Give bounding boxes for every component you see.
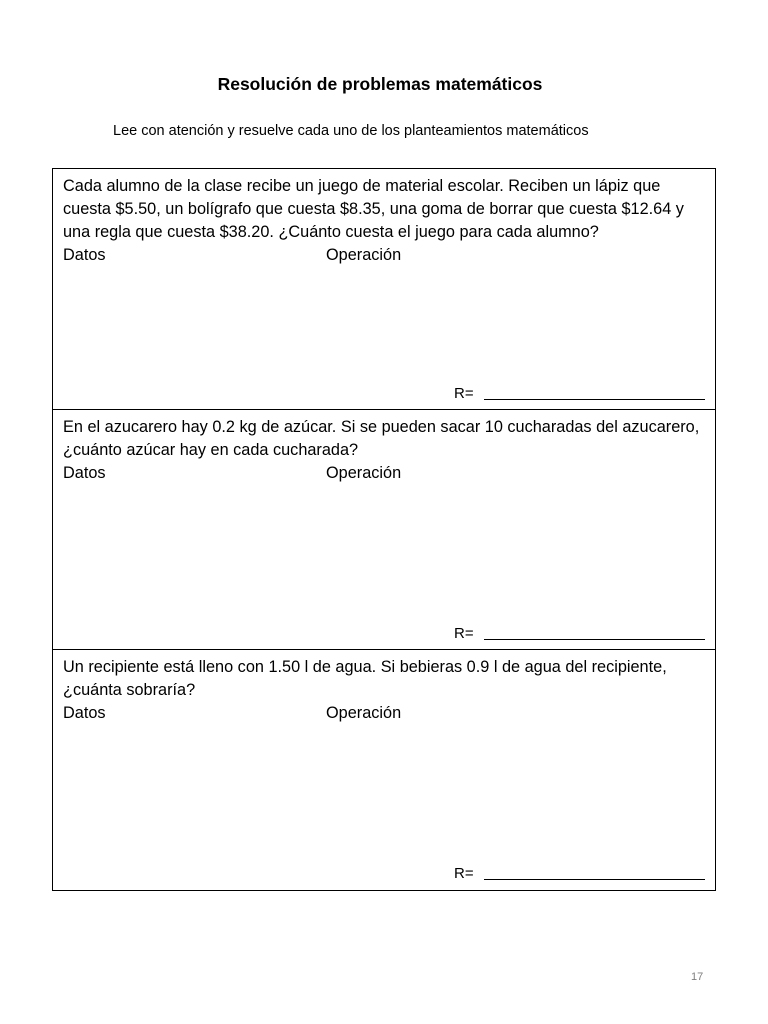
problem-1	[53, 169, 715, 409]
problem-2-datos-label: Datos	[63, 464, 106, 482]
problem-3-datos-label: Datos	[63, 704, 106, 722]
problem-2	[53, 409, 715, 649]
problem-2-statement: En el azucarero hay 0.2 kg de azúcar. Si se pueden sacar 10 cucharadas del azucarero, ¿cuánto azúcar hay en cada cucharada?	[63, 418, 700, 459]
problem-3-answer-label: R=	[454, 865, 474, 882]
problem-2-answer-line[interactable]	[484, 623, 705, 640]
problem-1-datos-label: Datos	[63, 246, 106, 264]
problem-2-answer-row	[454, 623, 705, 645]
instructions-text: Lee con atención y resuelve cada uno de los planteamientos matemáticos	[113, 123, 589, 139]
page-number: 17	[691, 971, 704, 983]
problem-1-answer-label: R=	[454, 385, 474, 402]
problem-1-answer-line[interactable]	[484, 383, 705, 400]
problem-1-answer-row	[454, 383, 705, 405]
problem-1-operacion-label: Operación	[326, 246, 402, 264]
problem-3-operacion-label: Operación	[326, 704, 402, 722]
problem-2-operacion-label: Operación	[326, 464, 402, 482]
problem-3-answer-line[interactable]	[484, 863, 705, 880]
problem-3-statement: Un recipiente está lleno con 1.50 l de agua. Si bebieras 0.9 l de agua del recipiente, ¿cuánta sobraría?	[63, 658, 667, 699]
problem-3	[53, 649, 715, 889]
problem-1-statement: Cada alumno de la clase recibe un juego de material escolar. Reciben un lápiz que cuesta $5.50, un bolígrafo que cuesta $8.35, una goma de borrar que cuesta $12.64 y una regla que cuesta $38.20. ¿Cuánto cuesta el juego para cada alumno?	[63, 177, 684, 241]
problem-2-answer-label: R=	[454, 625, 474, 642]
problem-3-answer-row	[454, 863, 705, 885]
page-title: Resolución de problemas matemáticos	[217, 74, 543, 94]
problems-table	[52, 168, 716, 891]
